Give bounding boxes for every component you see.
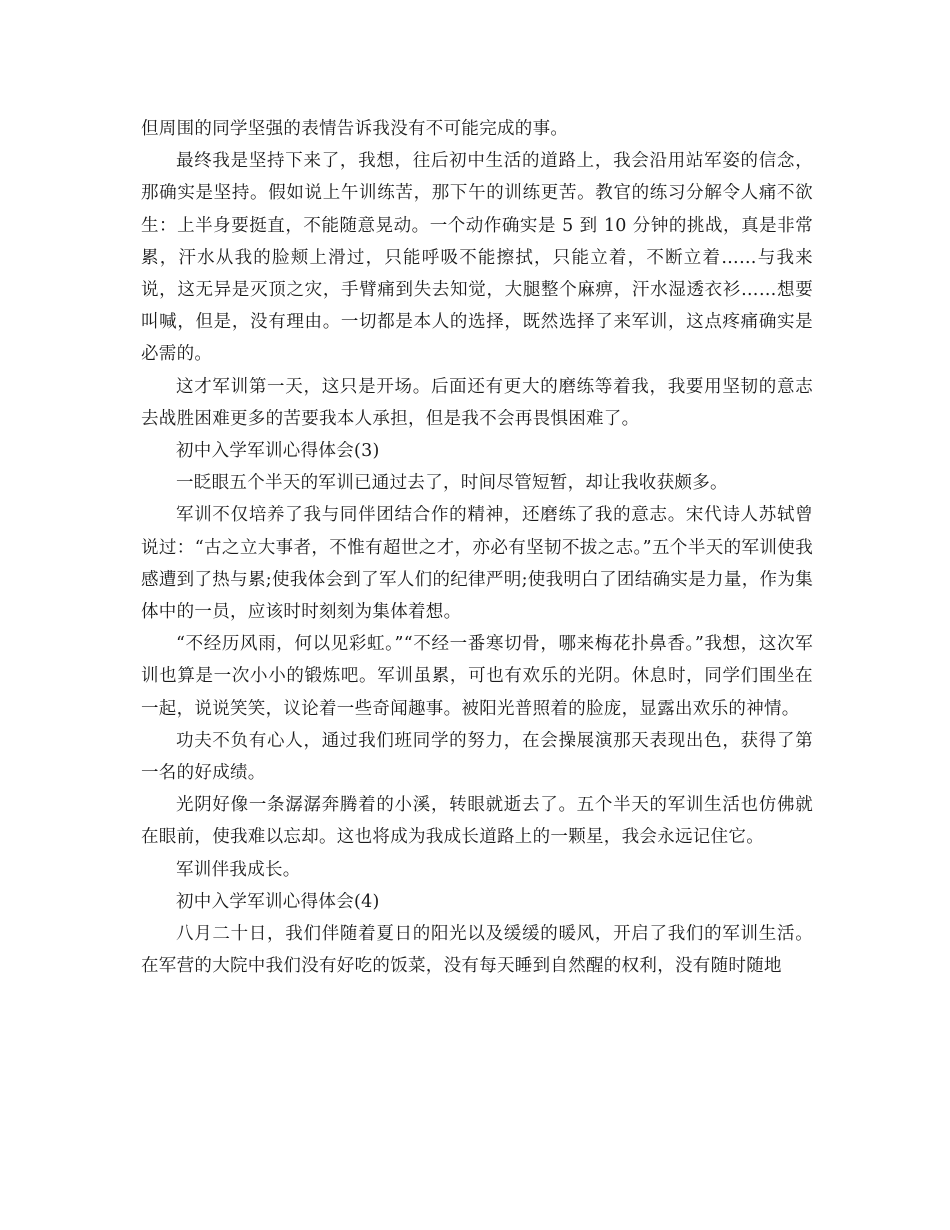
section-heading: 初中入学军训心得体会(3) <box>176 441 380 462</box>
section-heading: 初中入学军训心得体会(4) <box>176 891 380 912</box>
paragraph: 一眨眼五个半天的军训已通过去了，时间尽管短暂，却让我收获颇多。 <box>176 473 728 494</box>
paragraph: “不经历风雨，何以见彩虹。”“不经一番寒切骨，哪来梅花扑鼻香。”我想，这次军训也算是一次小小的锻炼吧。军训虽累，可也有欢乐的光阴。休息时，同学们围坐在一起，说说笑笑，议论着一些奇闻趣事。被阳光普照着的脸庞，显露出欢乐的神情。 <box>141 634 813 719</box>
paragraph: 光阴好像一条潺潺奔腾着的小溪，转眼就逝去了。五个半天的军训生活也仿佛就在眼前，使我难以忘却。这也将成为我成长道路上的一颗星，我会永远记住它。 <box>141 795 813 848</box>
paragraph: 功夫不负有心人，通过我们班同学的努力，在会操展演那天表现出色，获得了第一名的好成绩。 <box>141 730 813 784</box>
paragraph: 但周围的同学坚强的表情告诉我没有不可能完成的事。 <box>141 119 569 139</box>
paragraph: 这才军训第一天，这只是开场。后面还有更大的磨练等着我，我要用坚韧的意志去战胜困难更多的苦要我本人承担，但是我不会再畏惧困难了。 <box>141 376 813 429</box>
paragraph: 军训不仅培养了我与同伴团结合作的精神，还磨练了我的意志。宋代诗人苏轼曾说过：“古之立大事者，不惟有超世之才，亦必有坚韧不拔之志。”五个半天的军训使我感遭到了热与累;使我体会到了军人们的纪律严明;使我明白了团结确实是力量，作为集体中的一员，应该时时刻刻为集体着想。 <box>141 505 813 623</box>
paragraph: 最终我是坚持下来了，我想，往后初中生活的道路上，我会沿用站军姿的信念，那确实是坚持。假如说上午训练苦，那下午的训练更苦。教官的练习分解令人痛不欲生：上半身要挺直，不能随意晃动。一个动作确实是 5 到 10 分钟的挑战，真是非常累，汗水从我的脸颊上滑过，只能呼吸不能擦拭，只能立着，不断立着……与我来说，这无异是灭顶之灾，手臂痛到失去知觉，大腿整个麻痹，汗水湿透衣衫……想要叫喊，但是，没有理由。一切都是本人的选择，既然选择了来军训，这点疼痛确实是必需的。 <box>141 151 813 365</box>
document-body <box>141 113 813 982</box>
paragraph: 八月二十日，我们伴随着夏日的阳光以及缓缓的暖风，开启了我们的军训生活。在军营的大院中我们没有好吃的饭菜，没有每天睡到自然醒的权利，没有随时随地 <box>141 924 813 977</box>
paragraph: 军训伴我成长。 <box>176 859 301 880</box>
